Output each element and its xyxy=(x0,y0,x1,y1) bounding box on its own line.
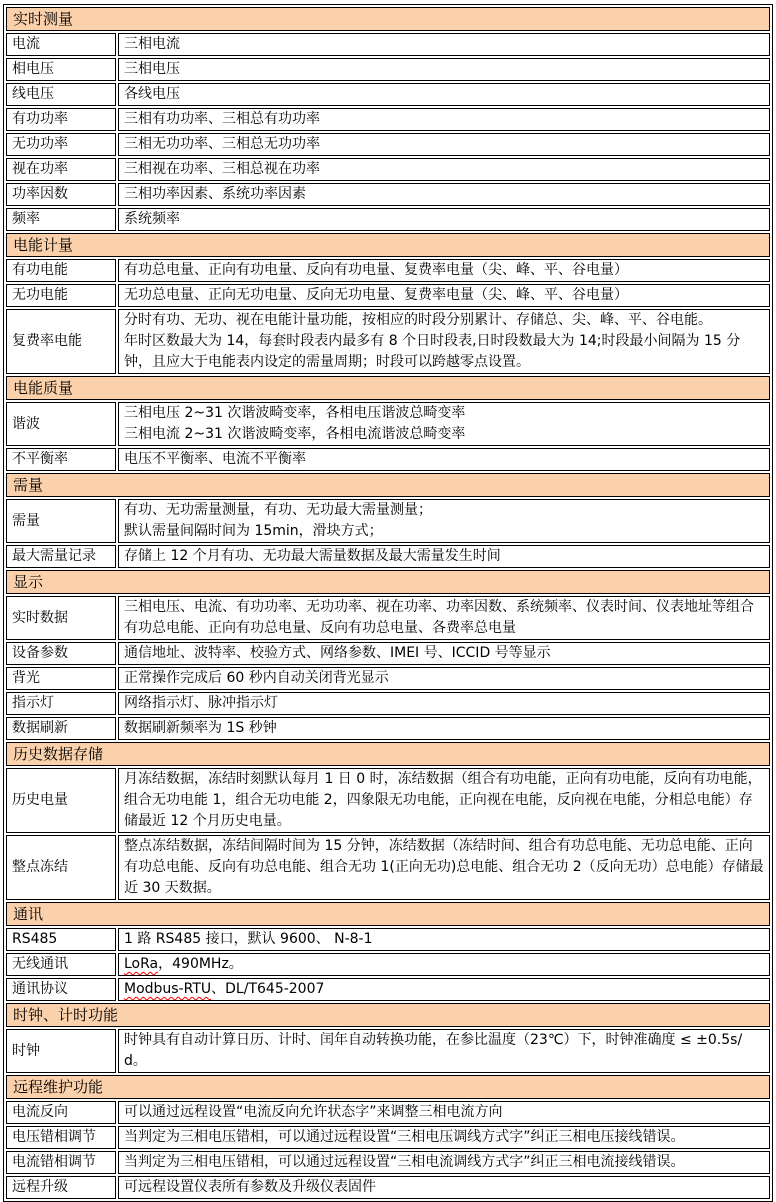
spec-line: LoRa，490MHz。 xyxy=(124,956,243,972)
table-row xyxy=(6,928,770,951)
spec-line: 三相电压 xyxy=(124,61,180,77)
table-row xyxy=(6,1151,770,1174)
row-label: 线电压 xyxy=(6,83,116,106)
spec-line: 时钟具有自动计算日历、计时、闰年自动转换功能，在参比温度（23℃）下，时钟准确度 ≤ ±0.5s/d。 xyxy=(124,1032,743,1069)
row-label: 谐波 xyxy=(6,402,116,446)
section-header-row xyxy=(6,376,770,400)
row-label: 设备参数 xyxy=(6,642,116,665)
table-row xyxy=(6,692,770,715)
table-row xyxy=(6,545,770,568)
section-header-row xyxy=(6,1003,770,1027)
row-value xyxy=(118,58,770,81)
spec-line: 三相视在功率、三相总视在功率 xyxy=(124,161,320,177)
row-value xyxy=(118,953,770,976)
spec-line: 各线电压 xyxy=(124,86,180,102)
section-header: 通讯 xyxy=(6,902,770,926)
row-value xyxy=(118,717,770,740)
row-label: 数据刷新 xyxy=(6,717,116,740)
spec-line: 月冻结数据，冻结时刻默认每月 1 日 0 时，冻结数据（组合有功电能，正向有功电能，反向有功电能，组合无功电能 1，组合无功电能 2，四象限无功电能，正向视在电能，反向视在电能，分相总电能）存储最近 12 个月历史电量。 xyxy=(124,771,762,829)
row-label: 功率因数 xyxy=(6,183,116,206)
table-row xyxy=(6,259,770,282)
spec-line: 正常操作完成后 60 秒内自动关闭背光显示 xyxy=(124,670,389,686)
spec-line: 网络指示灯、脉冲指示灯 xyxy=(124,695,278,711)
section-header-row xyxy=(6,742,770,766)
spec-line: 存储上 12 个月有功、无功最大需量数据及最大需量发生时间 xyxy=(124,548,501,564)
row-label: 需量 xyxy=(6,499,116,543)
row-value xyxy=(118,642,770,665)
spellcheck-underlined-term: LoRa xyxy=(124,956,159,972)
table-row xyxy=(6,499,770,543)
section-header-row xyxy=(6,7,770,31)
row-value xyxy=(118,928,770,951)
table-row xyxy=(6,402,770,446)
spec-line: 可以通过远程设置“电流反向允许状态字”来调整三相电流方向 xyxy=(124,1104,503,1120)
spec-line: 无功总电量、正向无功电量、反向无功电量、复费率电量（尖、峰、平、谷电量） xyxy=(124,287,628,303)
row-label: 复费率电能 xyxy=(6,309,116,374)
table-row xyxy=(6,953,770,976)
row-value xyxy=(118,596,770,640)
section-header: 历史数据存储 xyxy=(6,742,770,766)
table-row xyxy=(6,1029,770,1073)
row-value xyxy=(118,158,770,181)
row-value xyxy=(118,667,770,690)
row-label: RS485 xyxy=(6,928,116,951)
row-label: 背光 xyxy=(6,667,116,690)
row-label: 有功电能 xyxy=(6,259,116,282)
row-label: 历史电量 xyxy=(6,768,116,833)
table-row xyxy=(6,835,770,900)
spec-line: 三相功率因素、系统功率因素 xyxy=(124,186,306,202)
spec-line: Modbus-RTU、DL/T645-2007 xyxy=(124,981,325,997)
spec-table-body xyxy=(6,7,770,1199)
row-label: 电流反向 xyxy=(6,1101,116,1124)
spec-table xyxy=(3,4,773,1202)
spec-line: 三相电流 2~31 次谐波畸变率，各相电流谐波总畸变率 xyxy=(124,426,466,442)
row-value xyxy=(118,108,770,131)
spec-line: 当判定为三相电压错相，可以通过远程设置“三相电流调线方式字”纠正三相电流接线错误。 xyxy=(124,1154,685,1170)
table-row xyxy=(6,596,770,640)
row-value xyxy=(118,545,770,568)
row-label: 指示灯 xyxy=(6,692,116,715)
section-header-row xyxy=(6,570,770,594)
row-label: 电流错相调节 xyxy=(6,1151,116,1174)
spec-line: 分时有功、无功、视在电能计量功能，按相应的时段分别累计、存储总、尖、峰、平、谷电能。 xyxy=(124,312,712,328)
section-header: 电能计量 xyxy=(6,233,770,257)
row-label: 视在功率 xyxy=(6,158,116,181)
row-value xyxy=(118,183,770,206)
spec-line: 三相电压 2~31 次谐波畸变率，各相电压谐波总畸变率 xyxy=(124,405,466,421)
spec-line: 三相有功功率、三相总有功功率 xyxy=(124,111,320,127)
spec-line: 系统频率 xyxy=(124,211,180,227)
spec-line: 有功、无功需量测量，有功、无功最大需量测量； xyxy=(124,502,432,518)
table-row xyxy=(6,717,770,740)
row-label: 不平衡率 xyxy=(6,448,116,471)
table-row xyxy=(6,58,770,81)
table-row xyxy=(6,1176,770,1199)
table-row xyxy=(6,1126,770,1149)
row-value xyxy=(118,402,770,446)
spec-line: 有功总电量、正向有功电量、反向有功电量、复费率电量（尖、峰、平、谷电量） xyxy=(124,262,628,278)
spec-line: 默认需量间隔时间为 15min，滑块方式； xyxy=(124,523,383,539)
table-row xyxy=(6,448,770,471)
spec-line: 有功总电能、正向有功总电量、反向有功总电量、各费率总电量 xyxy=(124,620,516,636)
spec-line: 三相电压、电流、有功功率、无功功率、视在功率、功率因数、系统频率、仪表时间、仪表地址等组合 xyxy=(124,599,754,615)
row-value xyxy=(118,83,770,106)
row-label: 通讯协议 xyxy=(6,978,116,1001)
row-label: 相电压 xyxy=(6,58,116,81)
table-row xyxy=(6,284,770,307)
spec-line: 整点冻结数据，冻结间隔时间为 15 分钟，冻结数据（冻结时间、组合有功总电能、无功总电能、正向有功总电能、反向有功总电能、组合无功 1(正向无功)总电能、组合无功 2（反向无功）总电能）存储最近 30 天数据。 xyxy=(124,838,764,896)
row-value xyxy=(118,1101,770,1124)
spec-line: 数据刷新频率为 1S 秒钟 xyxy=(124,720,277,736)
table-row xyxy=(6,1101,770,1124)
row-label: 实时数据 xyxy=(6,596,116,640)
section-header: 实时测量 xyxy=(6,7,770,31)
spec-line: 可远程设置仪表所有参数及升级仪表固件 xyxy=(124,1179,376,1195)
row-value xyxy=(118,259,770,282)
table-row xyxy=(6,667,770,690)
section-header: 需量 xyxy=(6,473,770,497)
row-label: 时钟 xyxy=(6,1029,116,1073)
section-header-row xyxy=(6,902,770,926)
section-header: 电能质量 xyxy=(6,376,770,400)
table-row xyxy=(6,642,770,665)
row-label: 最大需量记录 xyxy=(6,545,116,568)
row-value xyxy=(118,1151,770,1174)
spec-line: 当判定为三相电压错相，可以通过远程设置“三相电压调线方式字”纠正三相电压接线错误。 xyxy=(124,1129,685,1145)
row-value xyxy=(118,133,770,156)
row-label: 无线通讯 xyxy=(6,953,116,976)
table-row xyxy=(6,183,770,206)
row-label: 无功电能 xyxy=(6,284,116,307)
spec-line: 通信地址、波特率、校验方式、网络参数、IMEI 号、ICCID 号等显示 xyxy=(124,645,551,661)
row-value xyxy=(118,309,770,374)
table-row xyxy=(6,208,770,231)
row-value xyxy=(118,208,770,231)
table-row xyxy=(6,133,770,156)
spec-line: 年时区数最大为 14，每套时段表内最多有 8 个日时段表,日时段数最大为 14;时段最小间隔为 15 分钟，且应大于电能表内设定的需量周期；时段可以跨越零点设置。 xyxy=(124,333,741,370)
row-value xyxy=(118,448,770,471)
table-row xyxy=(6,83,770,106)
section-header: 远程维护功能 xyxy=(6,1075,770,1099)
spec-line: 三相无功功率、三相总无功功率 xyxy=(124,136,320,152)
table-row xyxy=(6,158,770,181)
row-value xyxy=(118,284,770,307)
row-label: 整点冻结 xyxy=(6,835,116,900)
table-row xyxy=(6,108,770,131)
spec-line: 电压不平衡率、电流不平衡率 xyxy=(124,451,306,467)
spellcheck-underlined-term: Modbus-RTU xyxy=(124,981,212,997)
section-header-row xyxy=(6,233,770,257)
row-label: 频率 xyxy=(6,208,116,231)
row-label: 无功功率 xyxy=(6,133,116,156)
row-value xyxy=(118,835,770,900)
row-value xyxy=(118,768,770,833)
section-header: 时钟、计时功能 xyxy=(6,1003,770,1027)
row-label: 电压错相调节 xyxy=(6,1126,116,1149)
table-row xyxy=(6,33,770,56)
spec-line: 1 路 RS485 接口，默认 9600、 N-8-1 xyxy=(124,931,373,947)
row-label: 有功功率 xyxy=(6,108,116,131)
table-row xyxy=(6,978,770,1001)
row-label: 远程升级 xyxy=(6,1176,116,1199)
table-row xyxy=(6,309,770,374)
row-value xyxy=(118,33,770,56)
spec-line: 三相电流 xyxy=(124,36,180,52)
section-header-row xyxy=(6,1075,770,1099)
row-value xyxy=(118,1126,770,1149)
table-row xyxy=(6,768,770,833)
row-value xyxy=(118,692,770,715)
row-value xyxy=(118,978,770,1001)
row-label: 电流 xyxy=(6,33,116,56)
section-header: 显示 xyxy=(6,570,770,594)
section-header-row xyxy=(6,473,770,497)
row-value xyxy=(118,1029,770,1073)
row-value xyxy=(118,499,770,543)
row-value xyxy=(118,1176,770,1199)
